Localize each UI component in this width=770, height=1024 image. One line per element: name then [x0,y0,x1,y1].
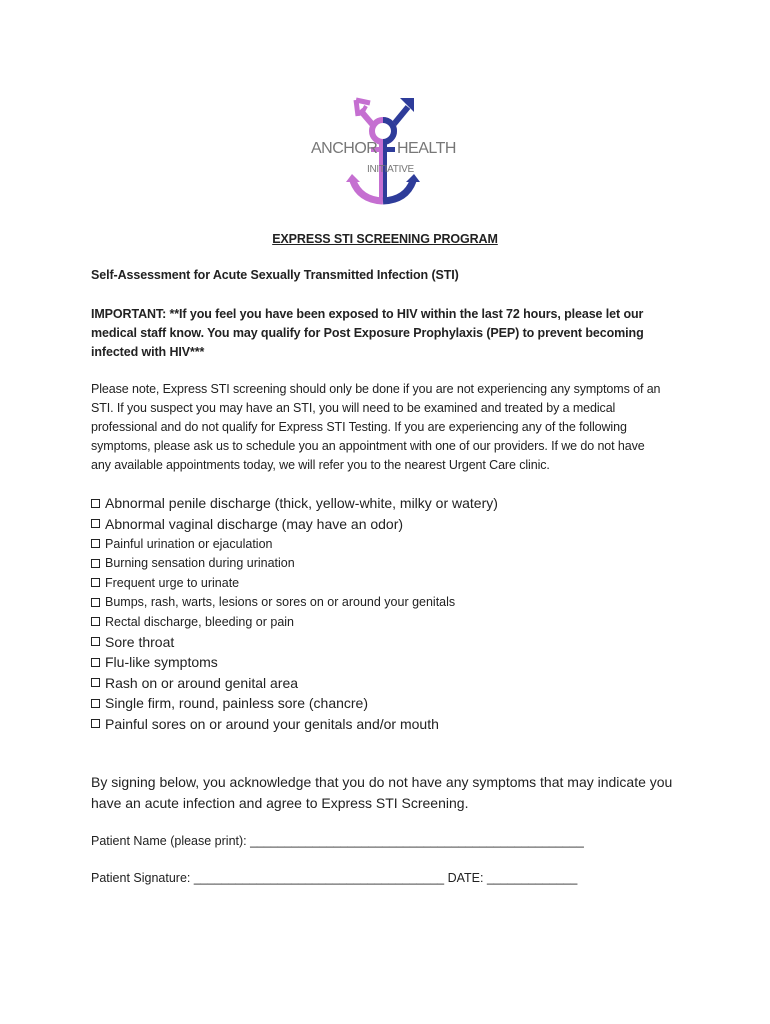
note-line: Please note, Express STI screening should only be done if you are not experiencing any symptoms of an [91,382,661,396]
symptom-label: Sore throat [105,633,175,650]
logo-word-initiative: INITIATIVE [367,164,414,175]
logo-word-anchor: ANCHOR [311,140,378,157]
note-line: symptoms, please ask us to schedule you an appointment with one of our providers. If we do not have [91,439,645,453]
symptom-item [91,652,691,673]
symptom-checkbox[interactable] [91,719,100,728]
symptom-checkbox[interactable] [91,699,100,708]
note-line: STI. If you suspect you may have an STI, you will need to be examined and treated by a medical [91,401,616,415]
note-line: professional and do not qualify for Express STI Testing. If you are experiencing any of the following [91,420,627,434]
symptom-checkbox[interactable] [91,658,100,667]
symptom-checkbox[interactable] [91,617,100,626]
symptom-item [91,514,691,535]
symptom-item [91,573,691,593]
symptom-checkbox[interactable] [91,637,100,646]
symptom-label: Painful sores on or around your genitals and/or mouth [105,715,439,732]
symptom-label: Flu-like symptoms [105,654,218,671]
symptom-checkbox[interactable] [91,559,100,568]
symptom-checkbox[interactable] [91,499,100,508]
anchor-health-logo [308,94,458,206]
symptom-item [91,593,691,613]
screening-note [91,380,681,475]
acknowledgement-line: By signing below, you acknowledge that you do not have any symptoms that may indicate you [91,774,673,790]
important-line: infected with HIV*** [91,345,205,359]
note-line: any available appointments today, we will refer you to the nearest Urgent Care clinic. [91,458,550,472]
symptom-label: Rash on or around genital area [105,674,299,691]
symptom-item [91,693,691,714]
symptom-label: Rectal discharge, bleeding or pain [105,614,295,629]
patient-signature-date-field[interactable]: Patient Signature: ____________________________________ DATE: _____________ [91,871,578,885]
symptom-label: Abnormal penile discharge (thick, yellow-white, milky or watery) [105,495,498,512]
logo-word-health: HEALTH [397,140,456,157]
symptom-item [91,493,691,514]
form-subtitle: Self-Assessment for Acute Sexually Transmitted Infection (STI) [91,268,459,282]
important-line: IMPORTANT: **If you feel you have been exposed to HIV within the last 72 hours, please let our [91,307,644,321]
symptom-checkbox[interactable] [91,598,100,607]
symptom-label: Abnormal vaginal discharge (may have an odor) [105,515,404,532]
symptom-item [91,714,691,735]
symptom-label: Frequent urge to urinate [105,575,240,590]
symptom-label: Bumps, rash, warts, lesions or sores on or around your genitals [105,595,456,610]
patient-name-field[interactable]: Patient Name (please print): ________________________________________________ [91,834,584,848]
program-title: EXPRESS STI SCREENING PROGRAM [272,232,498,246]
symptom-item [91,673,691,694]
symptom-checkbox[interactable] [91,519,100,528]
symptom-checkbox[interactable] [91,539,100,548]
symptom-checklist [91,493,691,734]
symptom-item [91,534,691,554]
important-line: medical staff know. You may qualify for Post Exposure Prophylaxis (PEP) to prevent becoming [91,326,644,340]
symptom-item [91,632,691,653]
symptom-checkbox[interactable] [91,578,100,587]
important-notice [91,305,671,362]
symptom-item [91,554,691,574]
symptom-label: Single firm, round, painless sore (chancre) [105,695,369,712]
acknowledgement-line: have an acute infection and agree to Express STI Screening. [91,794,469,811]
symptom-item [91,612,691,632]
symptom-checkbox[interactable] [91,678,100,687]
anchor-gender-symbol-icon [308,94,458,206]
symptom-label: Painful urination or ejaculation [105,536,273,551]
acknowledgement-statement [91,772,691,813]
symptom-label: Burning sensation during urination [105,556,295,571]
